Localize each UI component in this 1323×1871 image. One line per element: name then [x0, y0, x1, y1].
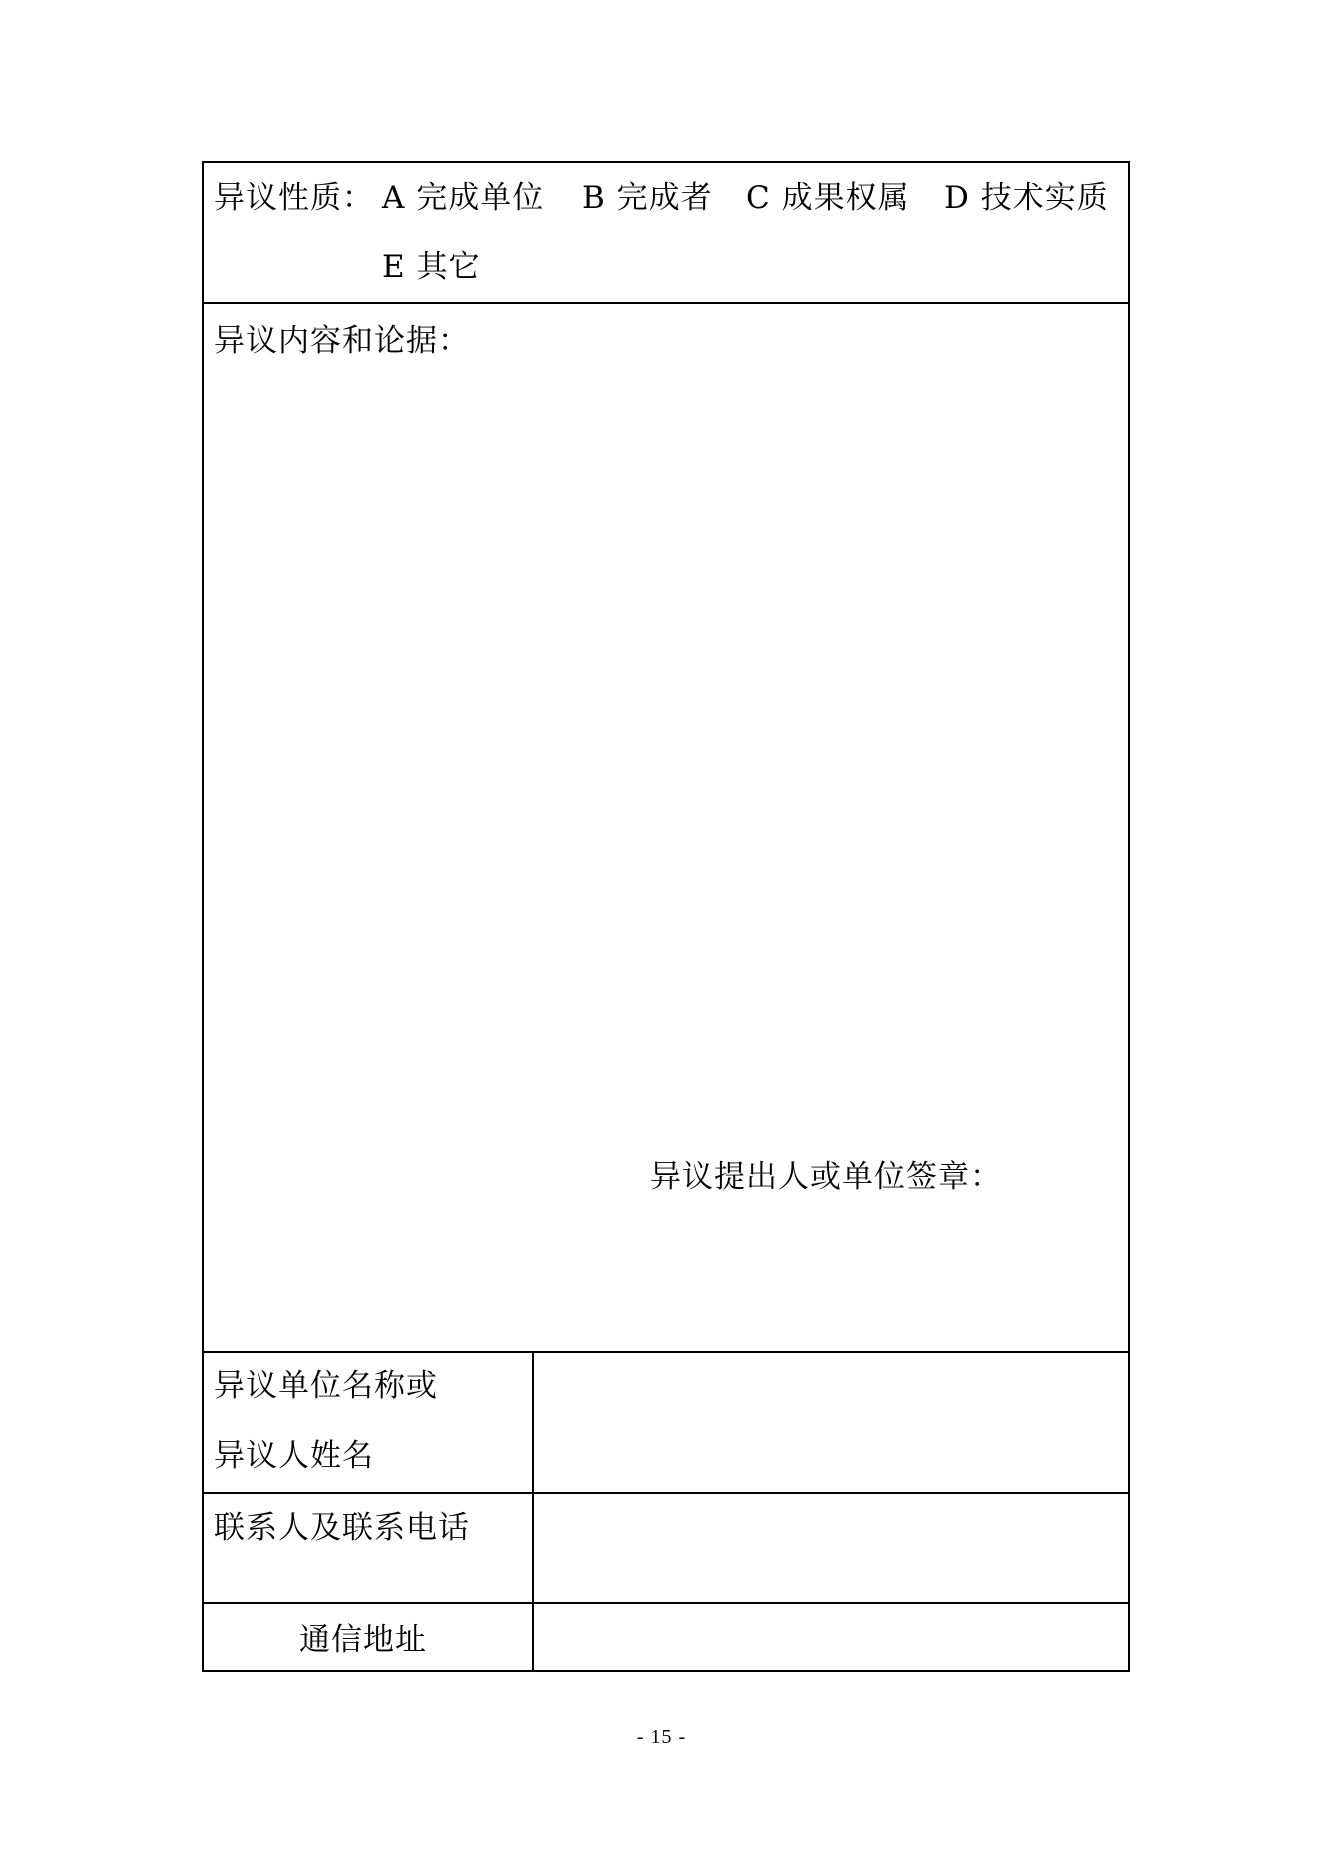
page-number: - 15 - [636, 1726, 687, 1748]
nature-option-b: B 完成者 [582, 180, 713, 216]
row-divider-nature [204, 302, 1128, 304]
nature-option-d: D 技术实质 [944, 180, 1109, 216]
content-label: 异议内容和论据： [214, 323, 470, 359]
content-input-area[interactable] [204, 366, 1128, 1146]
address-label: 通信地址 [299, 1622, 427, 1658]
nature-option-a: A 完成单位 [382, 180, 545, 216]
nature-option-c: C 成果权属 [746, 180, 910, 216]
objector-label-line1: 异议单位名称或 [214, 1368, 438, 1404]
address-value-field[interactable] [534, 1603, 1128, 1670]
contact-label: 联系人及联系电话 [214, 1510, 470, 1546]
objector-label-line2: 异议人姓名 [214, 1438, 374, 1474]
contact-value-field[interactable] [534, 1493, 1128, 1599]
nature-label: 异议性质： [214, 180, 374, 216]
nature-option-e: E 其它 [382, 249, 481, 285]
objector-value-field[interactable] [534, 1352, 1128, 1489]
signature-label: 异议提出人或单位签章： [650, 1159, 1002, 1195]
